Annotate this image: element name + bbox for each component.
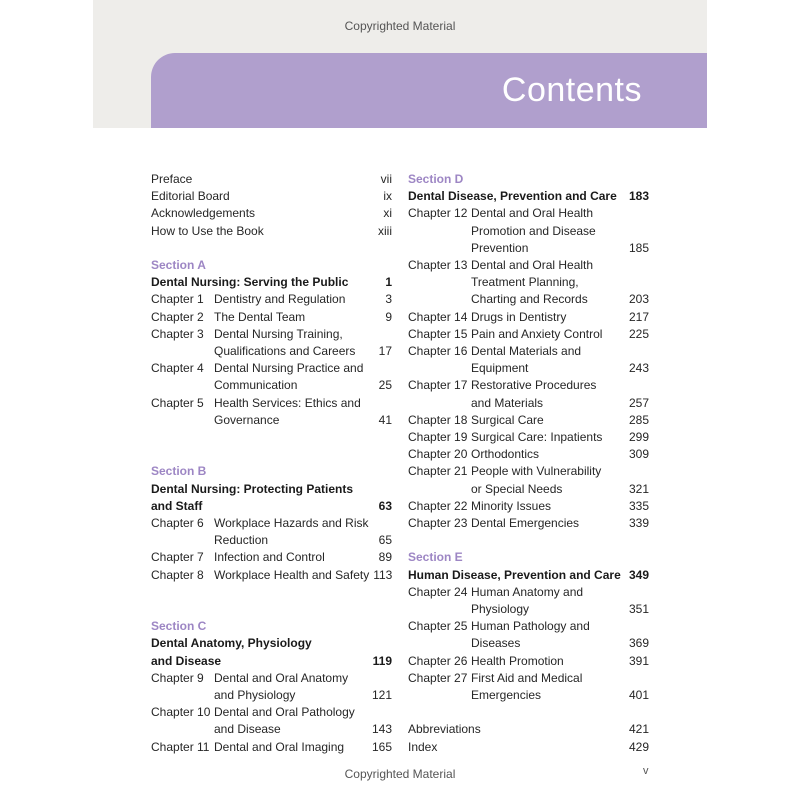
- section-page: 63: [378, 498, 392, 513]
- toc-chapter-row[interactable]: [151, 326, 392, 360]
- entry-title: How to Use the Book: [151, 223, 264, 238]
- chapter-title: Equipment: [471, 361, 529, 376]
- chapter-page: 351: [628, 602, 649, 617]
- chapter-title: Minority Issues: [471, 498, 552, 513]
- chapter-number: Chapter 9: [151, 670, 204, 685]
- chapter-page: 143: [371, 722, 392, 737]
- toc-entry-index[interactable]: [408, 739, 649, 756]
- chapter-page: 203: [628, 292, 649, 307]
- chapter-title: Charting and Records: [471, 292, 588, 307]
- toc-chapter-row[interactable]: [408, 257, 649, 309]
- chapter-title: Health Services: Ethics and: [214, 395, 361, 410]
- chapter-page: 25: [378, 378, 392, 393]
- toc-chapter-row[interactable]: [408, 670, 649, 704]
- chapter-title: Reduction: [214, 533, 269, 548]
- chapter-title: Dental Materials and: [471, 344, 582, 359]
- toc-entry-how-to-use[interactable]: [151, 223, 392, 240]
- toc-chapter-row[interactable]: [408, 446, 649, 463]
- chapter-title: and Physiology: [214, 688, 296, 703]
- chapter-title: Promotion and Disease: [471, 223, 596, 238]
- section-title: Dental Nursing: Serving the Public: [151, 275, 349, 290]
- chapter-page: 113: [373, 567, 393, 582]
- toc-chapter-row[interactable]: [151, 360, 392, 394]
- chapter-title: Dental and Oral Imaging: [214, 739, 345, 754]
- toc-entry-editorial-board[interactable]: [151, 188, 392, 205]
- chapter-number: Chapter 22: [408, 498, 468, 513]
- chapter-page: 121: [371, 688, 392, 703]
- chapter-title: Health Promotion: [471, 653, 564, 668]
- toc-chapter-row[interactable]: [408, 429, 649, 446]
- toc-chapter-row[interactable]: [408, 498, 649, 515]
- chapter-number: Chapter 27: [408, 670, 468, 685]
- section-title-row[interactable]: [408, 567, 649, 584]
- toc-chapter-row[interactable]: [151, 515, 392, 549]
- chapter-page: 335: [628, 498, 649, 513]
- chapter-title: First Aid and Medical: [471, 670, 583, 685]
- chapter-page: 391: [628, 653, 649, 668]
- chapter-title: Diseases: [471, 636, 521, 651]
- chapter-number: Chapter 12: [408, 206, 468, 221]
- chapter-title: The Dental Team: [214, 309, 306, 324]
- toc-chapter-row[interactable]: [408, 463, 649, 497]
- entry-title: Editorial Board: [151, 189, 230, 204]
- page-title: Contents: [501, 71, 642, 109]
- chapter-number: Chapter 7: [151, 550, 204, 565]
- entry-title: Preface: [151, 172, 193, 186]
- chapter-number: Chapter 24: [408, 584, 468, 599]
- chapter-title: Dental and Oral Anatomy: [214, 670, 349, 685]
- chapter-title: Human Anatomy and: [471, 584, 584, 599]
- chapter-title: and Disease: [214, 722, 281, 737]
- chapter-number: Chapter 16: [408, 344, 468, 359]
- toc-chapter-row[interactable]: [408, 326, 649, 343]
- chapter-title: Dental and Oral Pathology: [214, 705, 355, 720]
- section-title: Dental Disease, Prevention and Care: [408, 189, 617, 204]
- chapter-title: or Special Needs: [471, 481, 563, 496]
- chapter-page: 89: [378, 550, 392, 565]
- chapter-number: Chapter 5: [151, 395, 204, 410]
- toc-chapter-row[interactable]: [408, 205, 649, 257]
- toc-chapter-row[interactable]: [408, 309, 649, 326]
- toc-entry-abbreviations[interactable]: [408, 721, 649, 738]
- toc-chapter-row[interactable]: [151, 291, 392, 308]
- chapter-number: Chapter 14: [408, 309, 468, 324]
- chapter-number: Chapter 6: [151, 516, 204, 531]
- chapter-number: Chapter 23: [408, 516, 468, 531]
- chapter-title: Human Pathology and: [471, 619, 590, 634]
- entry-page: xi: [383, 206, 392, 221]
- chapter-number: Chapter 1: [151, 292, 204, 307]
- toc-chapter-row[interactable]: [151, 670, 392, 704]
- chapter-title: Workplace Health and Safety: [214, 567, 370, 582]
- section-title: and Staff: [151, 498, 203, 513]
- watermark-bottom: Copyrighted Material: [344, 767, 456, 781]
- chapter-title: Dental and Oral Health: [471, 258, 594, 273]
- chapter-page: 309: [628, 447, 649, 462]
- watermark-top: Copyrighted Material: [344, 19, 456, 33]
- chapter-page: 65: [378, 533, 392, 548]
- toc-chapter-row[interactable]: [408, 618, 649, 652]
- chapter-title: Pain and Anxiety Control: [471, 326, 603, 341]
- chapter-title: Surgical Care: [471, 412, 544, 427]
- chapter-number: Chapter 2: [151, 309, 204, 324]
- toc-column-left: [151, 171, 392, 756]
- chapter-title: Governance: [214, 412, 280, 427]
- toc-chapter-row[interactable]: [408, 412, 649, 429]
- chapter-title: Physiology: [471, 602, 530, 617]
- chapter-title: Dental Nursing Training,: [214, 326, 343, 341]
- section-label: Section B: [151, 464, 207, 479]
- chapter-page: 321: [628, 481, 649, 496]
- chapter-title: Dentistry and Regulation: [214, 292, 346, 307]
- chapter-title: Communication: [214, 378, 298, 393]
- chapter-title: Dental Emergencies: [471, 516, 580, 531]
- chapter-number: Chapter 13: [408, 258, 468, 273]
- section-title: Dental Nursing: Protecting Patients: [151, 481, 354, 496]
- toc-chapter-row[interactable]: [151, 395, 392, 429]
- section-page: 119: [372, 653, 392, 668]
- toc-chapter-row[interactable]: [151, 309, 392, 326]
- entry-page: vii: [380, 172, 392, 186]
- entry-page: 421: [628, 722, 649, 737]
- toc-chapter-row[interactable]: [151, 739, 392, 756]
- toc-chapter-row[interactable]: [151, 549, 392, 566]
- chapter-title: and Materials: [471, 395, 544, 410]
- entry-title: Index: [408, 739, 438, 754]
- section-title: and Disease: [151, 653, 222, 668]
- chapter-title: People with Vulnerability: [471, 464, 602, 479]
- entry-page: xiii: [378, 223, 392, 238]
- chapter-title: Restorative Procedures: [471, 378, 597, 393]
- chapter-page: 185: [628, 240, 649, 255]
- chapter-number: Chapter 20: [408, 447, 468, 462]
- chapter-page: 285: [628, 412, 649, 427]
- chapter-number: Chapter 25: [408, 619, 468, 634]
- contents-banner: [151, 53, 707, 128]
- chapter-number: Chapter 11: [151, 739, 210, 754]
- chapter-number: Chapter 3: [151, 326, 204, 341]
- section-title-row[interactable]: [408, 188, 649, 205]
- section-label: Section D: [408, 172, 464, 186]
- toc-chapter-row[interactable]: [151, 567, 392, 584]
- chapter-number: Chapter 26: [408, 653, 468, 668]
- toc-entry-preface[interactable]: [151, 171, 392, 188]
- chapter-page: 217: [628, 309, 649, 324]
- toc-chapter-row[interactable]: [408, 584, 649, 618]
- chapter-title: Prevention: [471, 240, 529, 255]
- chapter-page: 165: [371, 739, 392, 754]
- chapter-title: Drugs in Dentistry: [471, 309, 567, 324]
- chapter-page: 3: [385, 292, 392, 307]
- chapter-page: 401: [628, 688, 649, 703]
- chapter-page: 299: [628, 430, 649, 445]
- chapter-number: Chapter 17: [408, 378, 468, 393]
- chapter-title: Orthodontics: [471, 447, 540, 462]
- toc-entry-acknowledgements[interactable]: [151, 205, 392, 222]
- section-title-row[interactable]: [151, 481, 392, 515]
- section-page: 183: [628, 189, 649, 204]
- chapter-title: Dental Nursing Practice and: [214, 361, 364, 376]
- entry-page: ix: [383, 189, 392, 204]
- toc-chapter-row[interactable]: [408, 343, 649, 377]
- chapter-page: 369: [628, 636, 649, 651]
- chapter-page: 41: [378, 412, 392, 427]
- toc-chapter-row[interactable]: [408, 377, 649, 411]
- chapter-number: Chapter 8: [151, 567, 204, 582]
- toc-column-right: [408, 171, 649, 756]
- chapter-number: Chapter 19: [408, 430, 468, 445]
- section-title-row[interactable]: [151, 635, 392, 669]
- entry-page: 429: [628, 739, 649, 754]
- chapter-title: Dental and Oral Health: [471, 206, 594, 221]
- chapter-page: 17: [378, 344, 392, 359]
- chapter-number: Chapter 21: [408, 464, 468, 479]
- toc-chapter-row[interactable]: [408, 515, 649, 532]
- entry-title: Acknowledgements: [151, 206, 256, 221]
- chapter-title: Workplace Hazards and Risk: [214, 516, 369, 531]
- chapter-page: 225: [628, 326, 649, 341]
- section-title-row[interactable]: [151, 274, 392, 291]
- toc-chapter-row[interactable]: [151, 704, 392, 738]
- chapter-number: Chapter 18: [408, 412, 468, 427]
- chapter-page: 339: [628, 516, 649, 531]
- chapter-number: Chapter 4: [151, 361, 204, 376]
- chapter-title: Infection and Control: [214, 550, 325, 565]
- chapter-number: Chapter 15: [408, 326, 468, 341]
- toc-chapter-row[interactable]: [408, 653, 649, 670]
- chapter-title: Emergencies: [471, 688, 542, 703]
- chapter-title: Treatment Planning,: [471, 275, 579, 290]
- entry-title: Abbreviations: [408, 722, 481, 737]
- chapter-page: 9: [385, 309, 392, 324]
- section-title: Dental Anatomy, Physiology: [151, 636, 312, 651]
- section-page: 349: [628, 567, 649, 582]
- section-page: 1: [385, 275, 392, 290]
- section-label: Section E: [408, 550, 463, 565]
- chapter-title: Qualifications and Careers: [214, 344, 356, 359]
- section-label: Section C: [151, 619, 207, 634]
- section-label: Section A: [151, 258, 206, 272]
- page-number: v: [643, 765, 649, 777]
- chapter-title: Surgical Care: Inpatients: [471, 430, 603, 445]
- chapter-page: 257: [628, 395, 649, 410]
- chapter-number: Chapter 10: [151, 705, 211, 720]
- section-title: Human Disease, Prevention and Care: [408, 567, 621, 582]
- chapter-page: 243: [628, 361, 649, 376]
